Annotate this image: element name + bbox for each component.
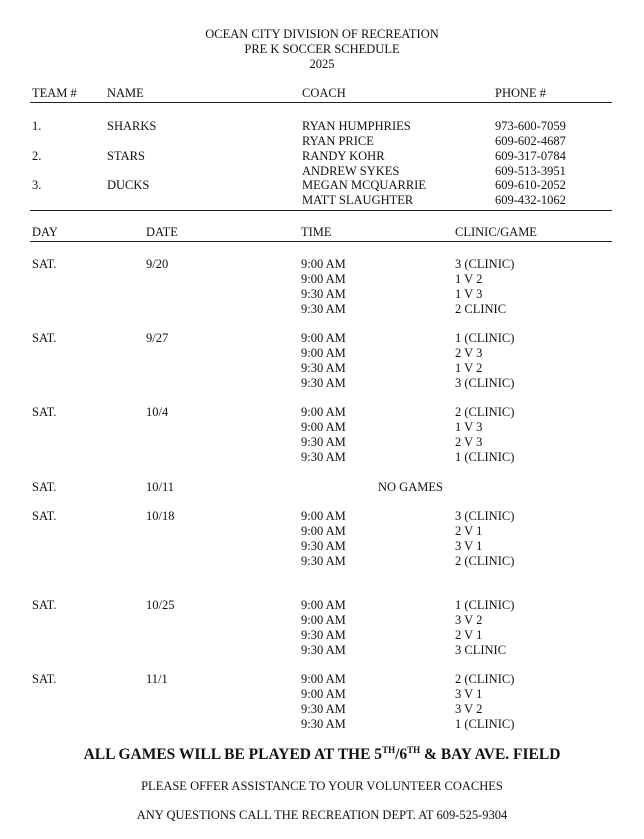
slot-time: 9:30 AM [301,554,346,568]
slot-time: 9:00 AM [301,257,346,271]
coach-phone: 609-432-1062 [495,193,566,207]
day-label: SAT. [32,331,57,345]
day-label: SAT. [32,672,57,686]
slot-game: 1 (CLINIC) [455,717,515,731]
slot-time: 9:30 AM [301,702,346,716]
slot-game: 3 (CLINIC) [455,257,515,271]
col-header-name: NAME [107,86,144,100]
col-header-date: DATE [146,225,178,239]
slot-time: 9:00 AM [301,420,346,434]
date-label: 10/4 [146,405,169,419]
slot-game: 3 V 2 [455,613,483,627]
date-label: 10/18 [146,509,175,523]
coach-name: MATT SLAUGHTER [302,193,414,207]
slot-game: 2 V 3 [455,346,483,360]
day-label: SAT. [32,598,57,612]
coach-name: MEGAN MCQUARRIE [302,178,426,192]
slot-game: 1 V 3 [455,287,483,301]
col-header-coach: COACH [302,86,346,100]
slot-game: 1 V 2 [455,361,483,375]
slot-time: 9:00 AM [301,687,346,701]
contact-note: ANY QUESTIONS CALL THE RECREATION DEPT. AT 609-525-9304 [136,808,508,822]
date-label: 9/27 [146,331,169,345]
venue-sup-2: TH [407,745,421,755]
team-name: DUCKS [107,178,150,192]
slot-time: 9:30 AM [301,302,346,316]
coach-name: RYAN PRICE [302,134,374,148]
slot-game: 3 (CLINIC) [455,509,515,523]
slot-game: 2 V 1 [455,628,483,642]
no-games-note: NO GAMES [378,480,443,494]
slot-game: 3 V 1 [455,539,483,553]
slot-time: 9:00 AM [301,272,346,286]
slot-time: 9:30 AM [301,435,346,449]
coach-name: RYAN HUMPHRIES [302,119,411,133]
slot-game: 1 V 2 [455,272,483,286]
slot-time: 9:00 AM [301,346,346,360]
col-header-clinic-game: CLINIC/GAME [455,225,537,239]
team-number: 1. [32,119,42,133]
day-label: SAT. [32,405,57,419]
date-label: 10/25 [146,598,175,612]
slot-time: 9:30 AM [301,376,346,390]
venue-sup-1: TH [382,745,396,755]
slot-game: 1 (CLINIC) [455,450,515,464]
assistance-note: PLEASE OFFER ASSISTANCE TO YOUR VOLUNTEER COACHES [141,779,503,793]
slot-time: 9:00 AM [301,598,346,612]
coach-name: RANDY KOHR [302,149,385,163]
slot-time: 9:30 AM [301,539,346,553]
venue-text-pre: ALL GAMES WILL BE PLAYED AT THE 5 [83,746,383,764]
slot-time: 9:30 AM [301,628,346,642]
slot-game: 3 V 2 [455,702,483,716]
coach-phone: 609-513-3951 [495,164,566,178]
slot-game: 2 (CLINIC) [455,405,515,419]
date-label: 11/1 [146,672,168,686]
team-number: 3. [32,178,42,192]
teams-header-rule [30,102,612,103]
col-header-time: TIME [301,225,332,239]
coach-phone: 609-317-0784 [495,149,566,163]
coach-phone: 973-600-7059 [495,119,566,133]
team-name: STARS [107,149,145,163]
slot-time: 9:00 AM [301,331,346,345]
slot-game: 2 V 1 [455,524,483,538]
coach-phone: 609-610-2052 [495,178,566,192]
slot-time: 9:30 AM [301,643,346,657]
slot-game: 2 (CLINIC) [455,672,515,686]
slot-time: 9:30 AM [301,717,346,731]
slot-time: 9:30 AM [301,450,346,464]
day-label: SAT. [32,509,57,523]
slot-time: 9:30 AM [301,287,346,301]
slot-time: 9:00 AM [301,524,346,538]
venue-text-mid: /6 [395,746,408,764]
slot-time: 9:30 AM [301,361,346,375]
slot-time: 9:00 AM [301,613,346,627]
teams-bottom-rule [30,210,612,211]
date-label: 10/11 [146,480,175,494]
slot-time: 9:00 AM [301,405,346,419]
org-name: OCEAN CITY DIVISION OF RECREATION [205,27,439,41]
coach-name: ANDREW SYKES [302,164,400,178]
slot-game: 1 (CLINIC) [455,331,515,345]
slot-game: 3 CLINIC [455,643,507,657]
slot-game: 1 (CLINIC) [455,598,515,612]
col-header-phone: PHONE # [495,86,547,100]
slot-time: 9:00 AM [301,509,346,523]
slot-time: 9:00 AM [301,672,346,686]
day-label: SAT. [32,480,57,494]
col-header-team: TEAM # [32,86,77,100]
schedule-header-rule [30,241,612,242]
day-label: SAT. [32,257,57,271]
document-title: PRE K SOCCER SCHEDULE [244,42,400,56]
slot-game: 2 (CLINIC) [455,554,515,568]
venue-notice [0,745,644,764]
slot-game: 2 CLINIC [455,302,507,316]
coach-phone: 609-602-4687 [495,134,566,148]
col-header-day: DAY [32,225,58,239]
team-number: 2. [32,149,42,163]
team-name: SHARKS [107,119,157,133]
venue-text-post: & BAY AVE. FIELD [420,746,561,764]
slot-game: 3 (CLINIC) [455,376,515,390]
slot-game: 2 V 3 [455,435,483,449]
date-label: 9/20 [146,257,169,271]
slot-game: 3 V 1 [455,687,483,701]
year: 2025 [309,57,335,71]
slot-game: 1 V 3 [455,420,483,434]
